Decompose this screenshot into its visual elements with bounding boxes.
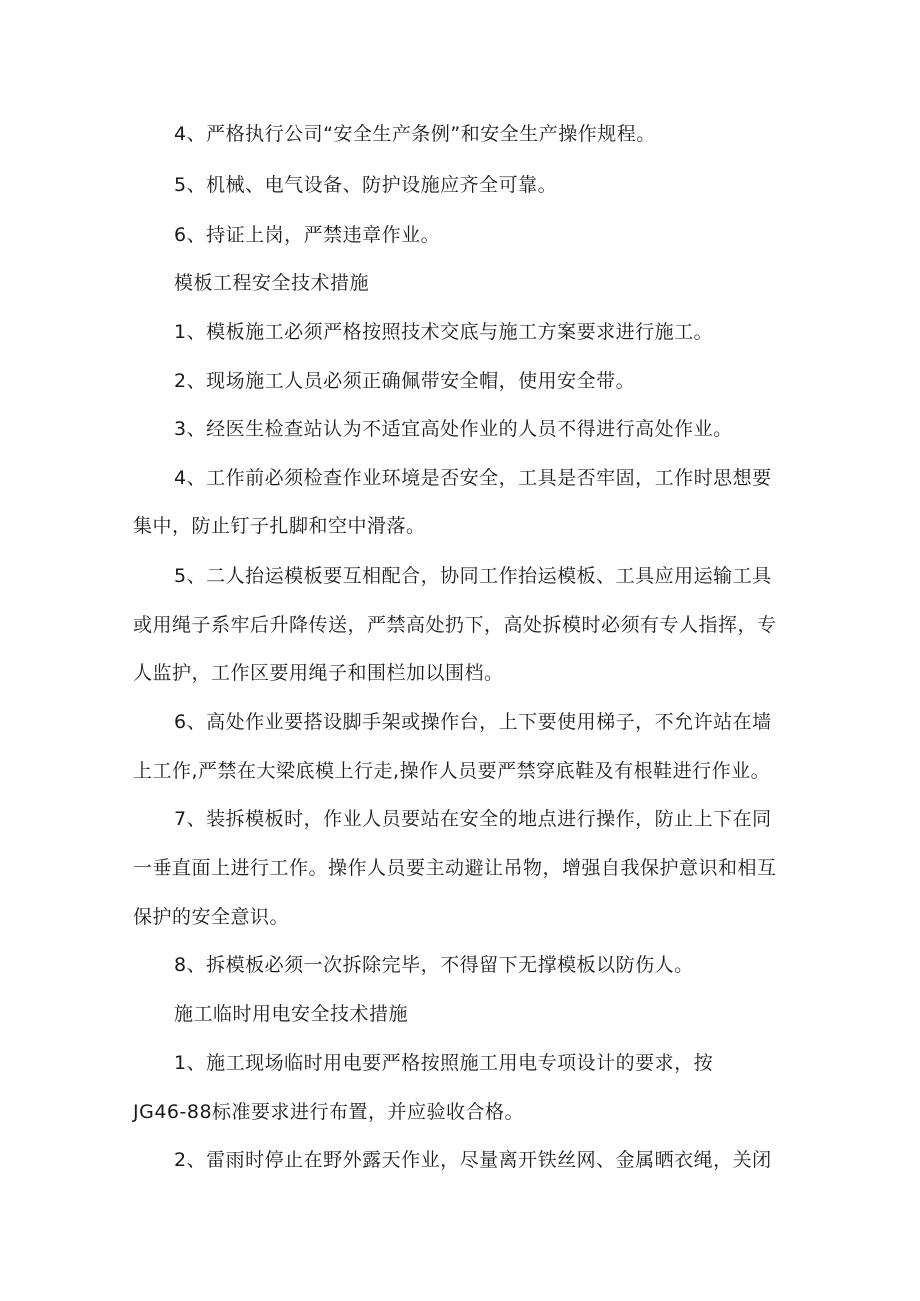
- paragraph-line: 1、施工现场临时用电要严格按照施工用电专项设计的要求，按: [174, 1052, 714, 1074]
- paragraph-line: 5、机械、电气设备、防护设施应齐全可靠。: [174, 174, 558, 196]
- section-heading: 施工临时用电安全技术措施: [174, 1003, 409, 1025]
- paragraph-line: 6、持证上岗，严禁违章作业。: [174, 224, 441, 246]
- paragraph-line: 5、二人抬运模板要互相配合，协同工作抬运模板、工具应用运输工具: [174, 565, 772, 587]
- paragraph-line: 或用绳子系牢后升降传送，严禁高处扔下，高处拆模时必须有专人指挥，专: [133, 614, 777, 636]
- paragraph-line: 4、严格执行公司“安全生产条例”和安全生产操作规程。: [174, 123, 656, 145]
- section-heading: 模板工程安全技术措施: [174, 272, 370, 294]
- paragraph-line: JG46-88标准要求进行布置，并应验收合格。: [133, 1101, 525, 1123]
- paragraph-line: 1、模板施工必须严格按照技术交底与施工方案要求进行施工。: [174, 321, 714, 343]
- paragraph-line: 6、高处作业要搭设脚手架或操作台，上下要使用梯子，不允许站在墙: [174, 711, 772, 733]
- paragraph-line: 人监护，工作区要用绳子和围栏加以围档。: [133, 662, 504, 684]
- paragraph-line: 8、拆模板必须一次拆除完毕，不得留下无撑模板以防伤人。: [174, 954, 694, 976]
- paragraph-line: 2、现场施工人员必须正确佩带安全帽，使用安全带。: [174, 370, 636, 392]
- paragraph-line: 4、工作前必须检查作业环境是否安全，工具是否牢固，工作时思想要: [174, 467, 772, 489]
- paragraph-line: 保护的安全意识。: [133, 906, 290, 928]
- paragraph-line: 一垂直面上进行工作。操作人员要主动避让吊物，增强自我保护意识和相互: [133, 857, 777, 879]
- paragraph-line: 集中，防止钉子扎脚和空中滑落。: [133, 515, 426, 537]
- paragraph-line: 上工作,严禁在大梁底模上行走,操作人员要严禁穿底鞋及有根鞋进行作业。: [133, 760, 771, 782]
- paragraph-line: 7、装拆模板时，作业人员要站在安全的地点进行操作，防止上下在同: [174, 808, 772, 830]
- paragraph-line: 3、经医生检查站认为不适宜高处作业的人员不得进行高处作业。: [174, 418, 733, 440]
- paragraph-line: 2、雷雨时停止在野外露天作业，尽量离开铁丝网、金属晒衣绳，关闭: [174, 1149, 772, 1171]
